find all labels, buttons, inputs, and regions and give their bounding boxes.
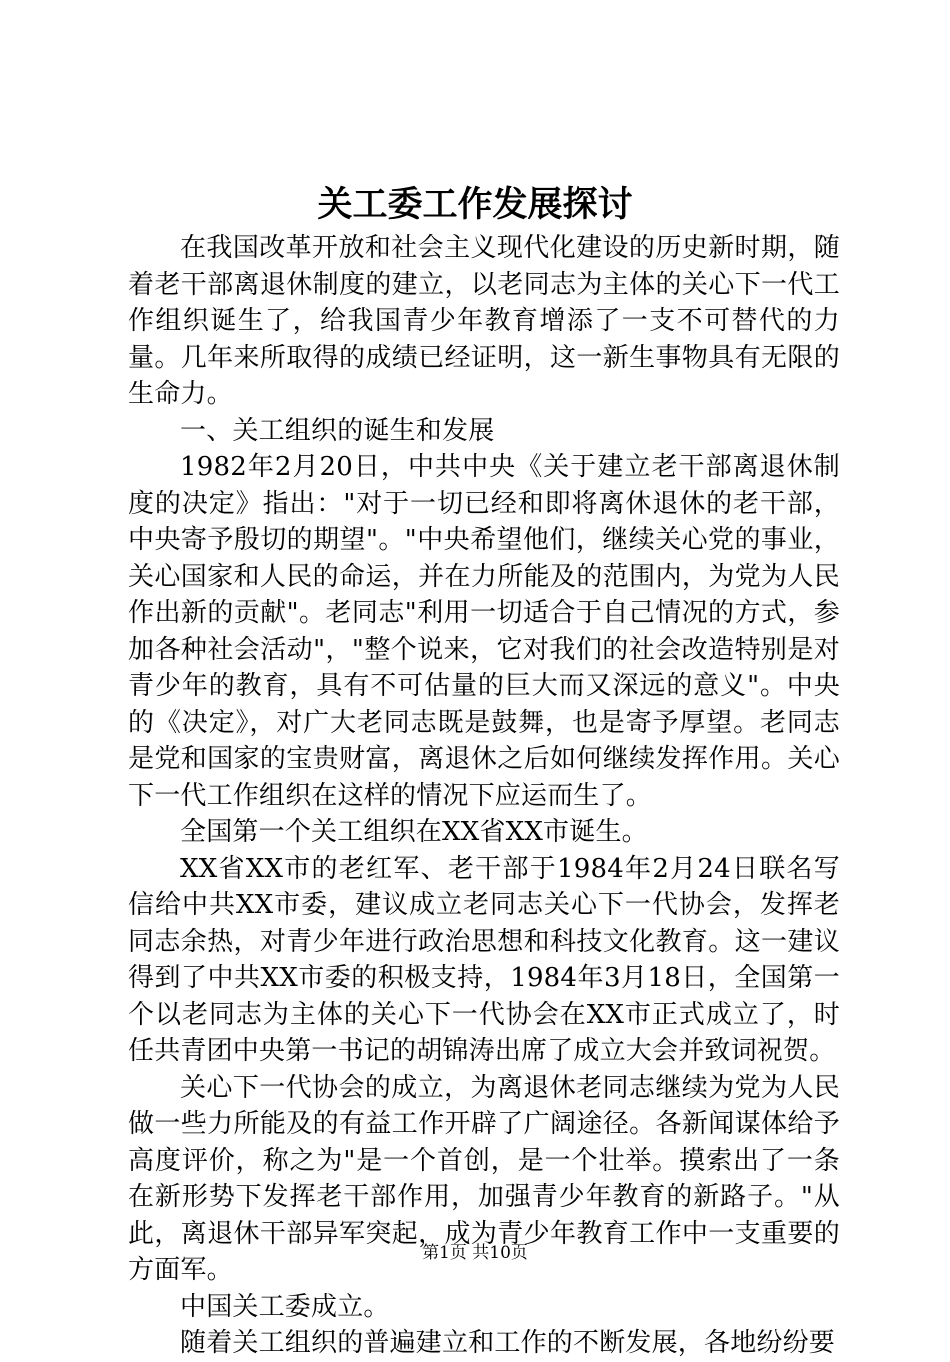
paragraph-first-organization: 全国第一个关工组织在XX省XX市诞生。 (180, 817, 648, 847)
paragraph-1982-decision: 1982年2月20日，中共中央《关于建立老干部离退休制度的决定》指出："对于一切已经和即将离休退休的老干部，中央寄予殷切的期望"。"中央希望他们，继续关心党的事业，关心国家和人民的命运，并在力所能及的范围内，为党为人民作出新的贡献"。老同志"利用一切适合于自己情况的方式，参加各种社会活动"，"整个说来，它对我们的社会改造特别是对青少年的教育，具有不可估量的巨大而又深远的意义"。中央的《决定》，对广大老同志既是鼓舞，也是寄予厚望。老同志是党和国家的宝贵财富，离退休之后如何继续发挥作用。关心下一代工作组织在这样的情况下应运而生了。 (128, 452, 840, 811)
paragraph-association-significance: 关心下一代协会的成立，为离退休老同志继续为党为人民做一些力所能及的有益工作开辟了广阔途径。各新闻谋体给予高度评价，称之为"是一个首创，是一个壮举。摸索出了一条在新形势下发挥老干部作用，加强青少年教育的新路子。"从此，离退休干部异军突起，成为青少年教育工作中一支重要的方面军。 (128, 1072, 840, 1285)
paragraph-continuation: 随着关工组织的普遍建立和工作的不断发展，各地纷纷要 (180, 1328, 836, 1358)
paragraph-1984-founding: XX省XX市的老红军、老干部于1984年2月24日联名写信给中共XX市委，建议成立老同志关心下一代协会，发挥老同志余热，对青少年进行政治思想和科技文化教育。这一建议得到了中共XX市委的积极支持，1984年3月18日，全国第一个以老同志为主体的关心下一代协会在XX市正式成立了，时任共青团中央第一书记的胡锦涛出席了成立大会并致词祝贺。 (128, 853, 840, 1066)
section-heading-1: 一、关工组织的诞生和发展 (180, 415, 495, 446)
paragraph-national-committee: 中国关工委成立。 (180, 1291, 390, 1322)
paragraph-intro: 在我国改革开放和社会主义现代化建设的历史新时期，随着老干部离退休制度的建立，以老同志为主体的关心下一代工作组织诞生了，给我国青少年教育增添了一支不可替代的力量。几年来所取得的成绩已经证明，这一新生事物具有无限的生命力。 (128, 233, 840, 409)
document-body (128, 230, 840, 1362)
document-title: 关工委工作发展探讨 (317, 184, 633, 225)
page-number-footer: 第1页 共10页 (422, 1243, 528, 1263)
